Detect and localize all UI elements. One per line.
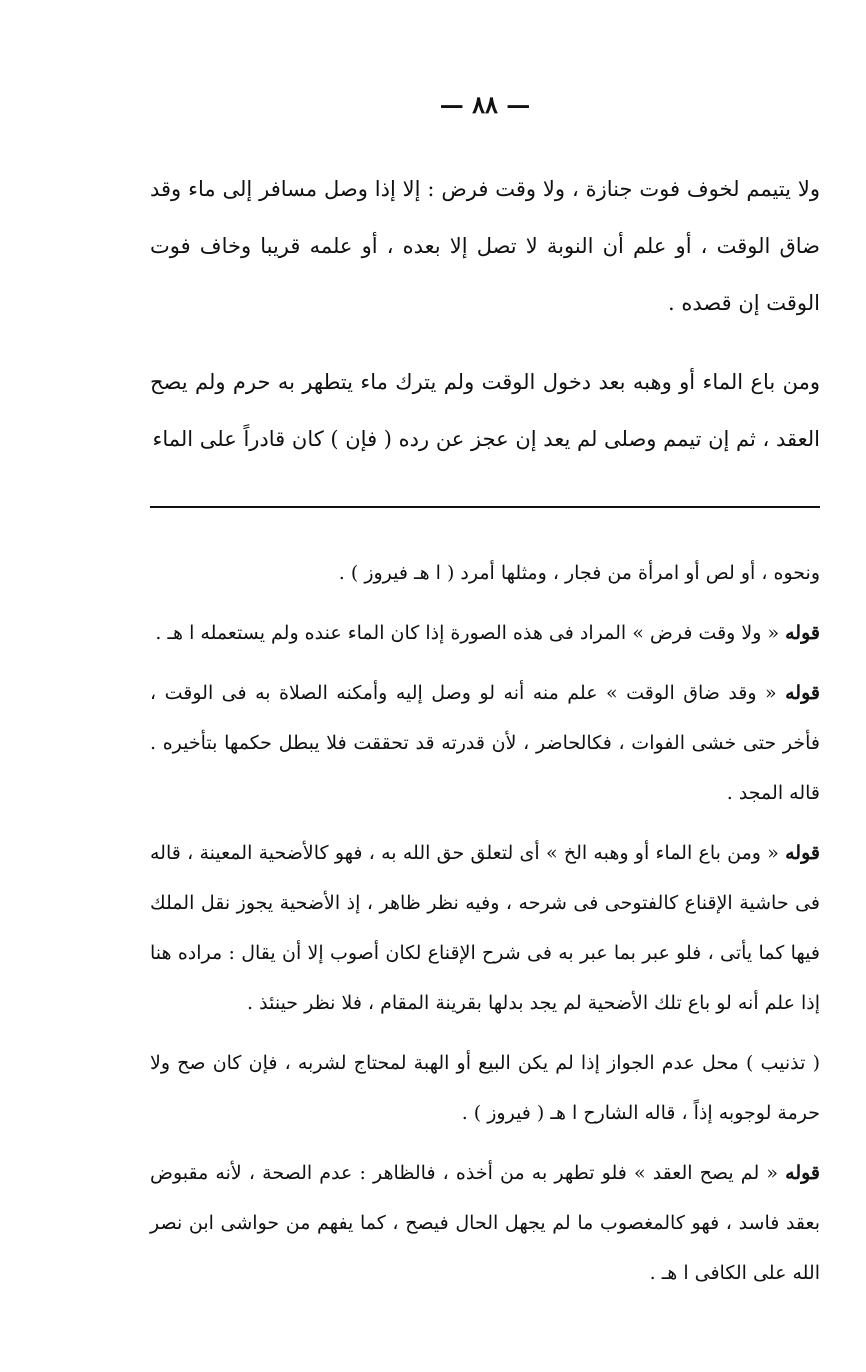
footnote-lead: قوله [785, 842, 820, 864]
footnote-text: ونحوه ، أو لص أو امرأة من فجار ، ومثلها أمرد ( ا هـ فيروز ) . [338, 562, 820, 584]
page-number: — ٨٨ — [439, 90, 531, 119]
footnote-divider [150, 506, 820, 508]
main-paragraph: ومن باع الماء أو وهبه بعد دخول الوقت ولم يترك ماء يتطهر به حرم ولم يصح العقد ، ثم إن تيمم وصلى لم يعد إن عجز عن رده ( فإن ) كان قادراً على الماء [150, 370, 820, 451]
main-paragraph: ولا يتيمم لخوف فوت جنازة ، ولا وقت فرض : إلا إذا وصل مسافر إلى ماء وقد ضاق الوقت ، أو علم أن النوبة لا تصل إلا بعده ، أو علمه قريبا وخاف فوت الوقت إن قصده . [150, 177, 820, 315]
main-text [150, 161, 820, 468]
footnote [150, 1148, 820, 1298]
footnotes [150, 548, 820, 1298]
footnote-lead: قوله [785, 1162, 821, 1184]
footnote-text: « ولا وقت فرض » المراد فى هذه الصورة إذا كان الماء عنده ولم يستعمله ا هـ . [155, 622, 780, 644]
footnote [150, 1038, 820, 1138]
footnote [150, 668, 820, 818]
document-page [150, 90, 820, 1298]
footnote-text: « لم يصح العقد » فلو تطهر به من أخذه ، فالظاهر : عدم الصحة ، لأنه مقبوض بعقد فاسد ، فهو كالمغصوب ما لم يجهل الحال فيصح ، كما يفهم من حواشى ابن نصر الله على الكافى ا هـ . [150, 1162, 820, 1284]
footnote-text: « وقد ضاق الوقت » علم منه أنه لو وصل إليه وأمكنه الصلاة به فى الوقت ، فأخر حتى خشى الفوات ، فكالحاضر ، لأن قدرته قد تحققت فلا يبطل حكمها بتأخيره . قاله المجد . [150, 682, 820, 804]
footnote-text: ( تذنيب ) محل عدم الجواز إذا لم يكن البيع أو الهبة لمحتاج لشربه ، فإن كان صح ولا حرمة لوجوبه إذاً ، قاله الشارح ا هـ ( فيروز ) . [150, 1052, 820, 1124]
footnote [150, 548, 820, 598]
footnote [150, 608, 820, 658]
footnote-lead: قوله [785, 622, 820, 644]
footnote-text: « ومن باع الماء أو وهبه الخ » أى لتعلق حق الله به ، فهو كالأضحية المعينة ، قاله فى حاشية الإقناع كالفتوحى فى شرحه ، وفيه نظر ظاهر ، إذ الأضحية يجوز نقل الملك فيها كما يأتى ، فلو عبر بما عبر به فى شرح الإقناع لكان أصوب إلا أن يقال : مراده هنا إذا علم أنه لو باع تلك الأضحية لم يجد بدلها بقرينة المقام ، فلا نظر حينئذ . [150, 842, 820, 1014]
footnote-lead: قوله [785, 682, 820, 704]
footnote [150, 828, 820, 1028]
